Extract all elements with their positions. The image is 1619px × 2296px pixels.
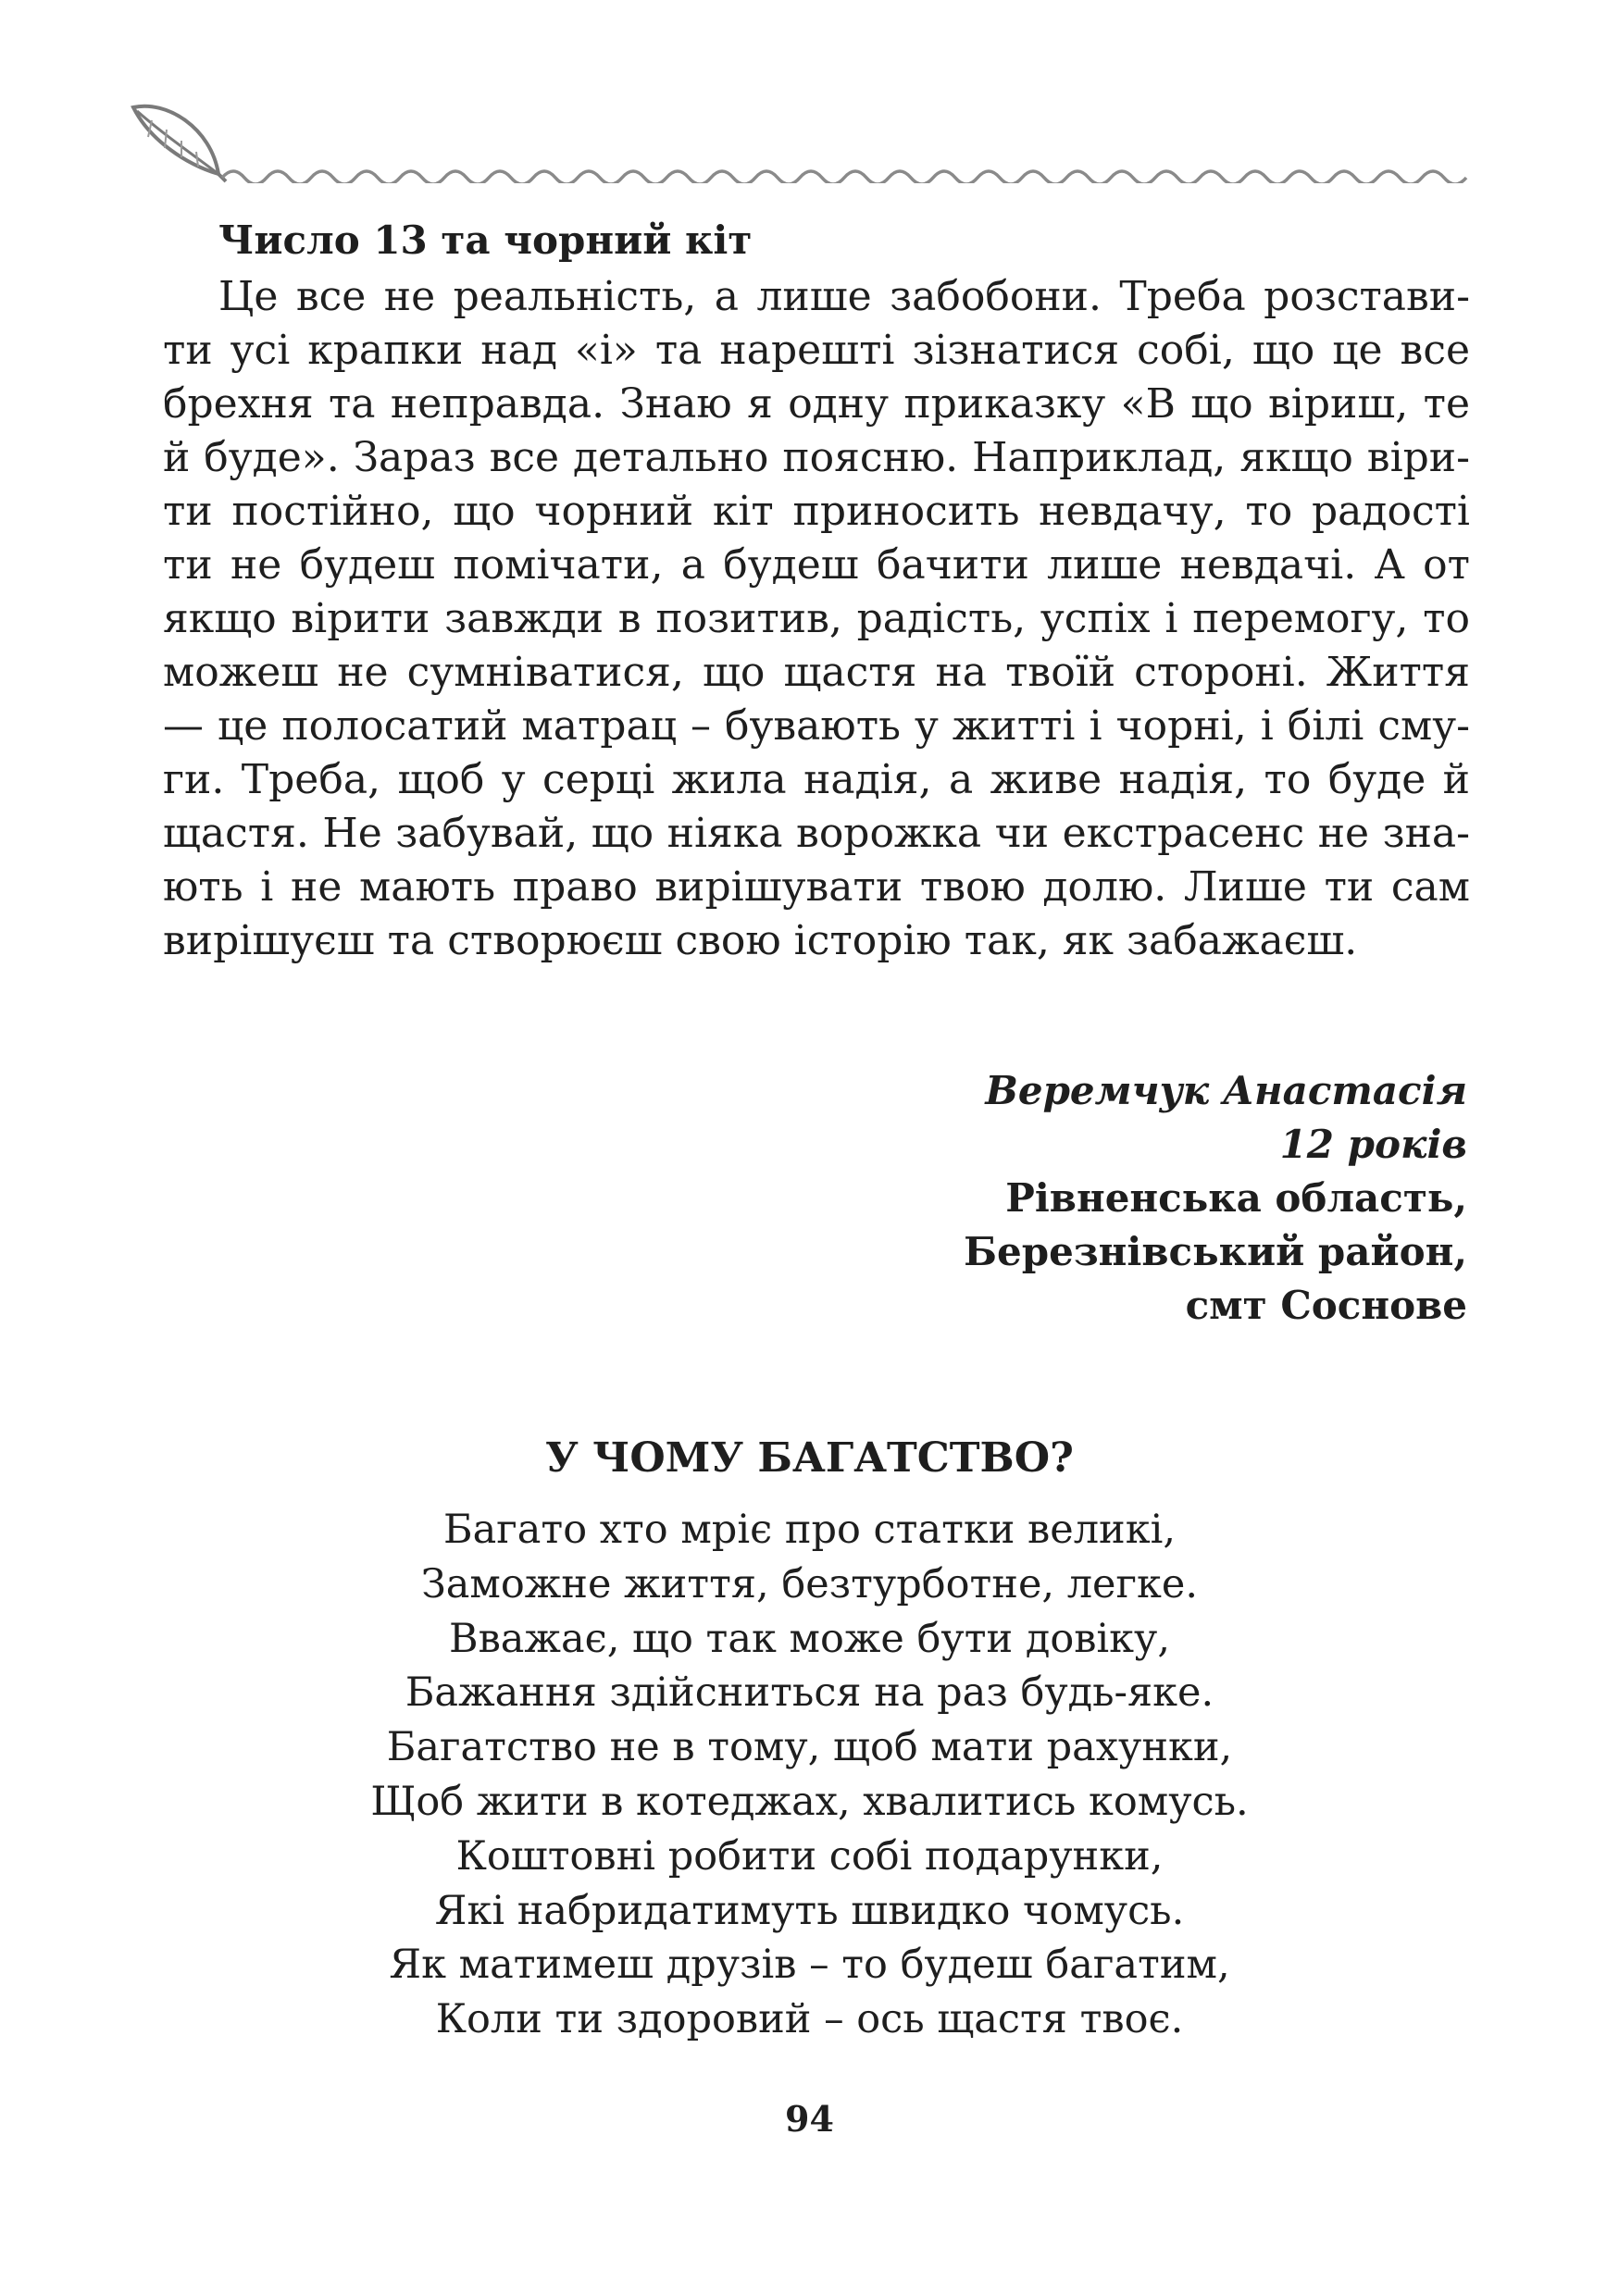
poem-line: Багатство не в тому, щоб мати рахунки, (386, 1724, 1233, 1771)
essay-line: — це полосатий матрац – бувають у житті і чорні, і білі сму- (163, 702, 1470, 750)
page-number: 94 (785, 2098, 834, 2140)
essay-line: ти постійно, що чорний кіт приносить невдачу, то радості (163, 488, 1470, 535)
poem-title: У ЧОМУ БАГАТСТВО? (545, 1434, 1074, 1482)
poem-line: Які набридатимуть швидко чомусь. (434, 1887, 1185, 1934)
poem-line: Коли ти здоровий – ось щастя твоє. (435, 1996, 1184, 2043)
essay-line: якщо вірити завжди в позитив, радість, успіх і перемогу, то (163, 595, 1470, 642)
essay-line: щастя. Не забувай, що ніяка ворожка чи екстрасенс не зна- (163, 810, 1470, 857)
author-signature (964, 1064, 1467, 1333)
header-ornament (130, 100, 1481, 183)
essay-line: брехня та неправда. Знаю я одну приказку «В що віриш, те (163, 380, 1470, 428)
quill-pen-icon (133, 106, 226, 181)
poem-body (0, 1503, 1619, 2047)
essay-line: вирішуєш та створюєш свою історію так, як забажаєш. (163, 917, 1358, 964)
essay-line: ти усі крапки над «і» та нарешті зізнатися собі, що це все (163, 327, 1470, 374)
poem-line: Заможне життя, безтурботне, легке. (420, 1560, 1199, 1607)
author-age: 12 років (1279, 1122, 1467, 1167)
essay-line: можеш не сумніватися, що щастя на твоїй стороні. Життя (163, 649, 1470, 696)
essay-body (163, 270, 1470, 968)
essay-title: Число 13 та чорний кіт (218, 217, 753, 263)
author-name: Веремчук Анастасія (985, 1068, 1467, 1113)
poem-line: Коштовні робити собі подарунки, (455, 1832, 1164, 1880)
poem-line: Щоб жити в котеджах, хвалитись комусь. (370, 1778, 1249, 1825)
essay-line: й буде». Зараз все детально поясню. Наприклад, якщо віри- (163, 434, 1470, 481)
essay-line: ти не будеш помічати, а будеш бачити лише невдачі. А от (163, 541, 1470, 589)
author-district: Березнівський район, (964, 1229, 1467, 1274)
author-settlement: смт Соснове (1185, 1283, 1467, 1328)
poem-line: Як матимеш друзів – то будеш багатим, (389, 1942, 1230, 1989)
wavy-divider (222, 171, 1466, 183)
poem-line: Вважає, що так може бути довіку, (448, 1615, 1171, 1662)
author-region: Рівненська область, (1005, 1175, 1467, 1221)
essay-line: ги. Треба, щоб у серці жила надія, а живе надія, то буде й (163, 756, 1470, 803)
poem-line: Багато хто мріє про статки великі, (443, 1507, 1176, 1553)
essay-line: ють і не мають право вирішувати твою долю. Лише ти сам (163, 863, 1470, 911)
poem-line: Бажання здійсниться на раз будь-яке. (405, 1669, 1214, 1717)
essay-line: Це все не реальність, а лише забобони. Треба розстави- (218, 273, 1470, 320)
